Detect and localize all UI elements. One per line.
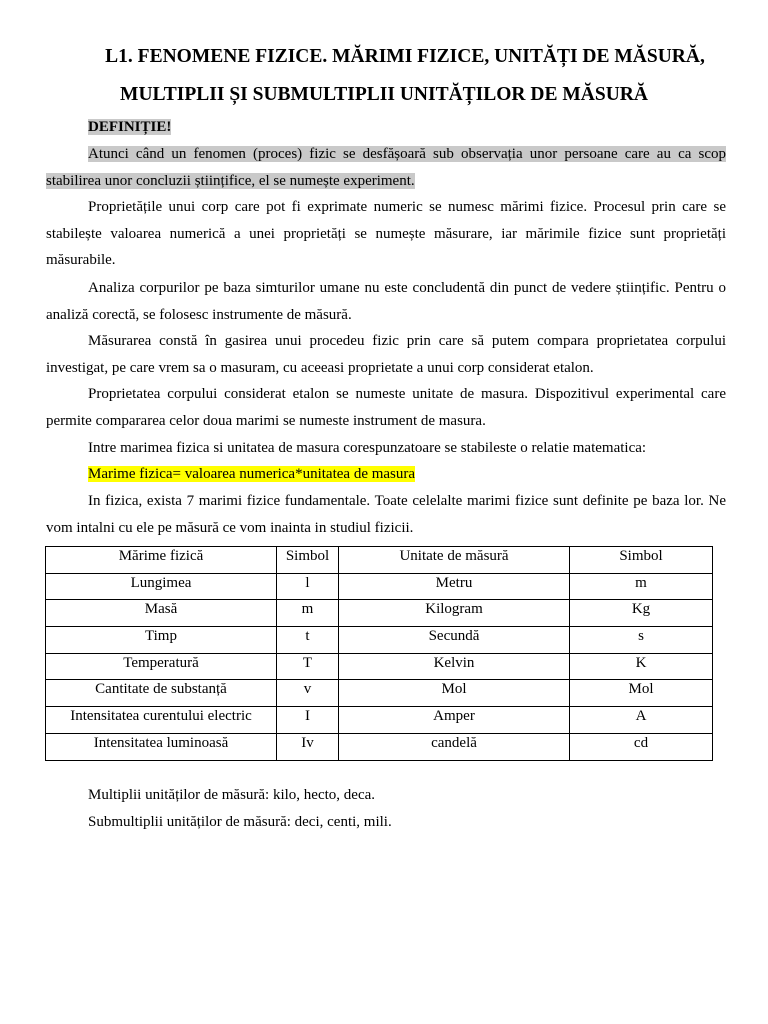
table-row <box>46 680 713 707</box>
cell-symbol: v <box>277 680 339 707</box>
cell-unit: Secundă <box>339 627 570 654</box>
experiment-definition: Atunci când un fenomen (proces) fizic se desfășoară sub observația unor persoane care au ca scop stabilirea unor concluzii științifice, el se numește experiment. <box>46 146 726 189</box>
cell-unit: Kelvin <box>339 653 570 680</box>
cell-symbol: m <box>277 600 339 627</box>
table-row <box>46 627 713 654</box>
cell-quantity: Masă <box>46 600 277 627</box>
cell-symbol: Iv <box>277 733 339 760</box>
submultiples-line: Submultiplii unităților de măsură: deci, centi, mili. <box>88 814 392 830</box>
cell-unit-symbol: Mol <box>570 680 713 707</box>
cell-unit: Amper <box>339 707 570 734</box>
definition-heading: DEFINIȚIE! <box>88 119 172 135</box>
table-header-row <box>46 547 713 574</box>
definition-heading-block <box>46 114 726 141</box>
cell-unit-symbol: s <box>570 627 713 654</box>
paragraph-unit: Proprietatea corpului considerat etalon se numeste unitate de masura. Dispozitivul experimental care permite compararea celor doua marimi se numeste instrument de masura. <box>46 386 726 429</box>
cell-symbol: T <box>277 653 339 680</box>
cell-unit-symbol: m <box>570 573 713 600</box>
page-title-line-2: MULTIPLII ȘI SUBMULTIPLII UNITĂȚILOR DE MĂSURĂ <box>120 84 648 105</box>
cell-quantity: Temperatură <box>46 653 277 680</box>
cell-unit-symbol: cd <box>570 733 713 760</box>
cell-unit: Mol <box>339 680 570 707</box>
header-quantity: Mărime fizică <box>46 547 277 574</box>
paragraph-analysis: Analiza corpurilor pe baza simturilor umane nu este concludentă din punct de vedere științific. Pentru o analiză corectă, se folosesc instrumente de măsură. <box>46 280 726 323</box>
cell-unit-symbol: K <box>570 653 713 680</box>
header-symbol: Simbol <box>277 547 339 574</box>
cell-quantity: Lungimea <box>46 573 277 600</box>
cell-quantity: Intensitatea luminoasă <box>46 733 277 760</box>
cell-symbol: t <box>277 627 339 654</box>
header-unit: Unitate de măsură <box>339 547 570 574</box>
cell-symbol: I <box>277 707 339 734</box>
table-row <box>46 653 713 680</box>
formula: Marime fizica= valoarea numerica*unitatea de masura <box>88 466 416 482</box>
table-row <box>46 707 713 734</box>
table-row <box>46 600 713 627</box>
paragraph-fundamental: In fizica, exista 7 marimi fizice fundamentale. Toate celelalte marimi fizice sunt definite pe baza lor. Ne vom intalni cu ele pe măsură ce vom inainta in studiul fizicii. <box>46 493 726 536</box>
cell-quantity: Timp <box>46 627 277 654</box>
table-row <box>46 573 713 600</box>
page-title-line-1: L1. FENOMENE FIZICE. MĂRIMI FIZICE, UNITĂȚI DE MĂSURĂ, <box>105 46 705 67</box>
cell-symbol: l <box>277 573 339 600</box>
paragraph-physical-quantities: Proprietățile unui corp care pot fi exprimate numeric se numesc mărimi fizice. Procesul prin care se stabilește valoarea numerică a unei proprietăți se numește măsurare, iar mărimile fizice sunt proprietăți măsurabile. <box>46 199 726 269</box>
cell-unit: Kilogram <box>339 600 570 627</box>
table-row <box>46 733 713 760</box>
cell-quantity: Cantitate de substanță <box>46 680 277 707</box>
fundamental-quantities-table <box>45 546 713 761</box>
paragraph-relation: Intre marimea fizica si unitatea de masura corespunzatoare se stabileste o relatie matematica: <box>88 440 647 456</box>
cell-quantity: Intensitatea curentului electric <box>46 707 277 734</box>
cell-unit-symbol: A <box>570 707 713 734</box>
paragraph-experiment <box>46 141 726 194</box>
formula-line <box>46 461 726 488</box>
cell-unit: Metru <box>339 573 570 600</box>
paragraph-measurement: Măsurarea constă în gasirea unui procedeu fizic prin care să putem compara proprietatea corpului investigat, pe care vrem sa o masuram, cu aceeasi proprietate a unui corp considerat etalon. <box>46 333 726 376</box>
multiples-line: Multiplii unităților de măsură: kilo, hecto, deca. <box>88 787 376 803</box>
cell-unit-symbol: Kg <box>570 600 713 627</box>
cell-unit: candelă <box>339 733 570 760</box>
header-unit-symbol: Simbol <box>570 547 713 574</box>
